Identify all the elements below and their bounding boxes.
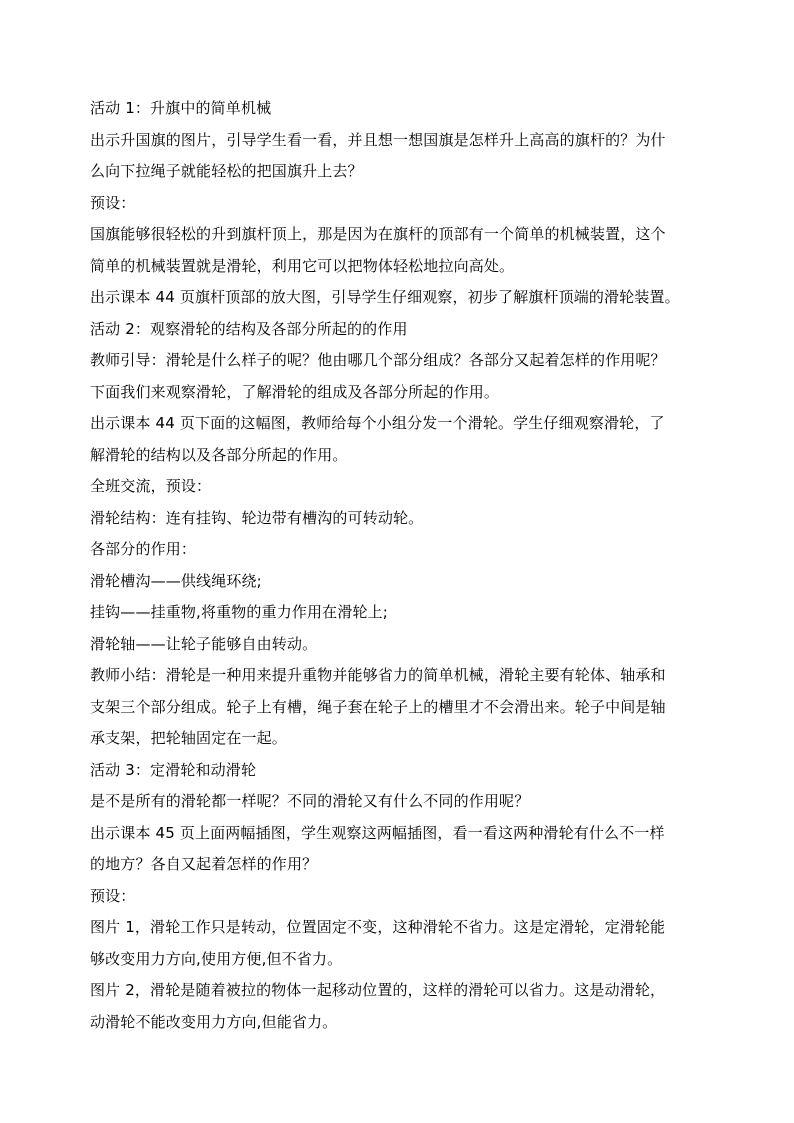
- paragraph-line: 出示课本 44 页下面的这幅图，教师给每个小组分发一个滑轮。学生仔细观察滑轮，了: [90, 414, 665, 432]
- heading-activity-2: 活动 2：观察滑轮的结构及各部分所起的的作用: [90, 319, 408, 338]
- paragraph-line: 图片 1，滑轮工作只是转动，位置固定不变，这种滑轮不省力。这是定滑轮，定滑轮能: [90, 918, 666, 936]
- preset-label: 预设：: [90, 193, 136, 212]
- paragraph-line: 是不是所有的滑轮都一样呢？不同的滑轮又有什么不同的作用呢？: [90, 792, 530, 810]
- paragraph-line: 出示升国旗的图片，引导学生看一看，并且想一想国旗是怎样升上高高的旗杆的？为什: [90, 130, 666, 149]
- heading-activity-1: 活动 1：升旗中的简单机械: [90, 99, 272, 117]
- paragraph-line: 出示课本 45 页上面两幅插图，学生观察这两幅插图，看一看这两种滑轮有什么不一样: [90, 823, 665, 842]
- list-item: 挂钩——挂重物,将重物的重力作用在滑轮上;: [90, 603, 388, 621]
- paragraph-line: 出示课本 44 页旗杆顶部的放大图，引导学生仔细观察，初步了解旗杆顶端的滑轮装置。: [90, 288, 680, 306]
- paragraph-line: 够改变用力方向,使用方便,但不省力。: [90, 949, 343, 968]
- document-body: [90, 98, 710, 1043]
- paragraph-line: 么向下拉绳子就能轻松的把国旗升上去？: [90, 162, 363, 180]
- paragraph-line: 动滑轮不能改变用力方向,但能省力。: [90, 1012, 338, 1031]
- paragraph-line: 教师引导：滑轮是什么样子的呢？他由哪几个部分组成？各部分又起着怎样的作用呢？: [90, 351, 666, 369]
- paragraph-line: 各部分的作用：: [90, 540, 197, 558]
- paragraph-line: 全班交流，预设：: [90, 477, 212, 495]
- paragraph-line: 图片 2，滑轮是随着被拉的物体一起移动位置的，这样的滑轮可以省力。这是动滑轮，: [90, 981, 666, 999]
- heading-activity-3: 活动 3：定滑轮和动滑轮: [90, 760, 257, 779]
- paragraph-line: 下面我们来观察滑轮，了解滑轮的组成及各部分所起的作用。: [90, 382, 500, 401]
- paragraph-line: 简单的机械装置就是滑轮，利用它可以把物体轻松地拉向高处。: [90, 256, 515, 275]
- paragraph-line: 的地方？各自又起着怎样的作用？: [90, 855, 318, 873]
- paragraph-line: 支架三个部分组成。轮子上有槽，绳子套在轮子上的槽里才不会滑出来。轮子中间是轴: [90, 697, 666, 716]
- paragraph-line: 解滑轮的结构以及各部分所起的作用。: [90, 445, 348, 464]
- paragraph-line: 承支架，把轮轴固定在一起。: [90, 729, 287, 747]
- paragraph-line: 教师小结：滑轮是一种用来提升重物并能够省力的简单机械，滑轮主要有轮体、轴承和: [90, 666, 666, 684]
- paragraph-line: 国旗能够很轻松的升到旗杆顶上，那是因为在旗杆的顶部有一个简单的机械装置，这个: [90, 225, 666, 243]
- paragraph-line: 滑轮结构：连有挂钩、轮边带有槽沟的可转动轮。: [90, 508, 424, 527]
- list-item: 滑轮轴——让轮子能够自由转动。: [90, 634, 318, 653]
- list-item: 滑轮槽沟——供线绳环绕;: [90, 571, 262, 590]
- preset-label: 预设：: [90, 886, 136, 905]
